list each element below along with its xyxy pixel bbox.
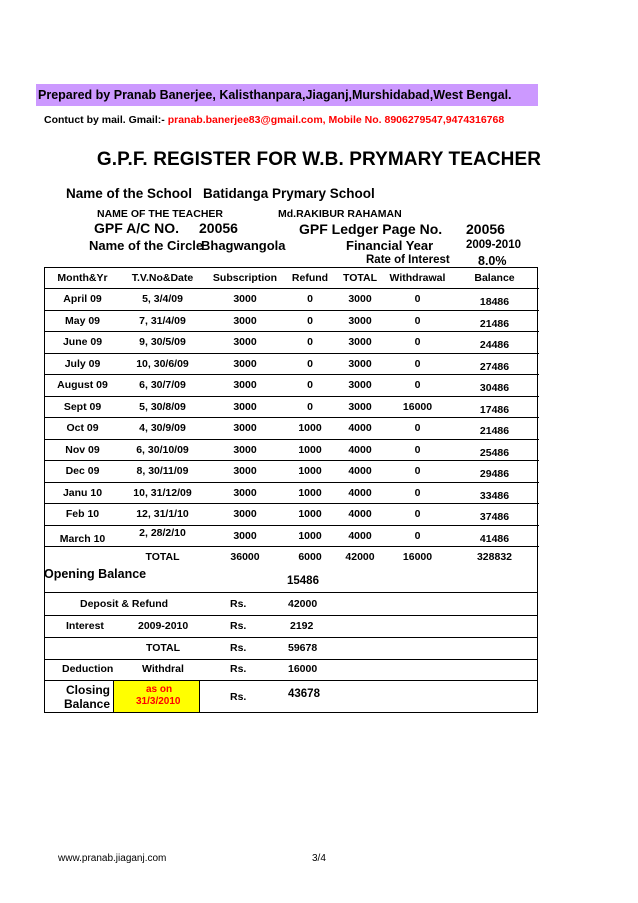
cell-withdrawal: 0 [414, 486, 421, 499]
cell-sub: 3000 [233, 293, 257, 306]
cell-month: Oct 09 [66, 422, 99, 435]
cell-withdrawal: 0 [414, 293, 421, 306]
cell-tv: 8, 30/11/09 [136, 465, 189, 478]
table-row [45, 354, 539, 376]
school-label: Name of the School [66, 186, 193, 201]
totals-balance: 328832 [476, 551, 513, 563]
contact-line [44, 114, 504, 126]
table-row [45, 311, 539, 333]
summary-total-label: TOTAL [146, 642, 181, 654]
cell-refund: 1000 [298, 486, 322, 499]
cell-total: 3000 [348, 357, 372, 370]
cell-total: 4000 [348, 529, 372, 542]
divider [44, 592, 538, 593]
cell-balance: 41486 [479, 532, 510, 545]
cell-balance: 25486 [479, 446, 510, 459]
table-row [45, 440, 539, 462]
column-header: Subscription [212, 272, 278, 284]
table-row [45, 483, 539, 505]
footer-website[interactable]: www.pranab.jiaganj.com [58, 853, 167, 864]
table-row [45, 504, 539, 526]
cell-total: 3000 [348, 400, 372, 413]
cell-tv: 10, 30/6/09 [136, 357, 189, 370]
summary-total-value: 59678 [288, 642, 318, 654]
cell-month: March 10 [59, 532, 106, 545]
rate-label: Rate of Interest [366, 254, 450, 266]
cell-withdrawal: 0 [414, 379, 421, 392]
cell-withdrawal: 0 [414, 529, 421, 542]
cell-tv: 9, 30/5/09 [139, 336, 186, 349]
column-header: Refund [291, 272, 329, 284]
cell-refund: 1000 [298, 508, 322, 521]
cell-total: 4000 [348, 465, 372, 478]
deposit-unit: Rs. [230, 598, 247, 610]
cell-balance: 17486 [479, 403, 510, 416]
school-value: Batidanga Prymary School [203, 186, 375, 201]
column-header: Month&Yr [57, 272, 108, 284]
cell-balance: 24486 [479, 339, 510, 352]
table-row [45, 397, 539, 419]
circle-label: Name of the Circle [89, 238, 204, 253]
prepared-by-banner: Prepared by Pranab Banerjee, Kalisthanpara,Jiaganj,Murshidabad,West Bengal. [36, 84, 538, 106]
cell-sub: 3000 [233, 336, 257, 349]
divider [44, 659, 538, 660]
cell-withdrawal: 0 [414, 357, 421, 370]
closing-label-1: Closing [66, 683, 110, 697]
cell-total: 4000 [348, 508, 372, 521]
cell-withdrawal: 0 [414, 443, 421, 456]
cell-balance: 33486 [479, 489, 510, 502]
cell-withdrawal: 16000 [402, 400, 433, 413]
cell-withdrawal: 0 [414, 314, 421, 327]
cell-tv: 7, 31/4/09 [139, 314, 186, 327]
cell-withdrawal: 0 [414, 465, 421, 478]
deposit-label: Deposit & Refund [80, 598, 169, 610]
cell-balance: 21486 [479, 425, 510, 438]
ledger-value: 20056 [466, 221, 505, 237]
closing-label-2: Balance [64, 697, 111, 711]
totals-refund: 6000 [298, 551, 322, 563]
cell-balance: 29486 [479, 468, 510, 481]
deduction-label: Deduction [62, 663, 114, 675]
opening-balance-value: 15486 [287, 575, 319, 587]
ledger-label: GPF Ledger Page No. [299, 221, 443, 237]
closing-unit: Rs. [230, 691, 247, 703]
deduction-sub: Withdral [142, 663, 184, 675]
financial-year-label: Financial Year [346, 238, 434, 253]
cell-sub: 3000 [233, 379, 257, 392]
cell-balance: 30486 [479, 382, 510, 395]
cell-tv: 4, 30/9/09 [139, 422, 186, 435]
cell-total: 3000 [348, 336, 372, 349]
summary-block [44, 567, 538, 713]
cell-month: Dec 09 [65, 465, 100, 478]
cell-sub: 3000 [233, 529, 257, 542]
totals-sub: 36000 [230, 551, 260, 563]
teacher-value: Md.RAKIBUR RAHAMAN [278, 208, 402, 220]
rate-value: 8.0% [478, 254, 507, 268]
cell-refund: 1000 [298, 465, 322, 478]
column-header: Withdrawal [389, 272, 446, 284]
cell-refund: 1000 [298, 443, 322, 456]
cell-tv: 12, 31/1/10 [136, 508, 189, 521]
cell-tv: 6, 30/7/09 [139, 379, 186, 392]
cell-month: Janu 10 [62, 486, 103, 499]
cell-sub: 3000 [233, 314, 257, 327]
cell-total: 4000 [348, 422, 372, 435]
closing-value: 43678 [288, 688, 320, 700]
interest-value: 2192 [290, 620, 314, 632]
table-row [45, 461, 539, 483]
cell-balance: 21486 [479, 317, 510, 330]
opening-balance-label: Opening Balance [44, 567, 147, 581]
cell-withdrawal: 0 [414, 336, 421, 349]
cell-refund: 1000 [298, 529, 322, 542]
cell-month: Sept 09 [63, 400, 102, 413]
cell-month: April 09 [63, 293, 102, 306]
closing-date: 31/3/2010 [136, 696, 181, 707]
closing-as-on: as on [146, 684, 173, 695]
cell-total: 3000 [348, 293, 372, 306]
cell-refund: 0 [307, 314, 313, 327]
table-row [45, 332, 539, 354]
cell-tv: 10, 31/12/09 [133, 486, 192, 499]
cell-refund: 1000 [298, 422, 322, 435]
gpf-ac-label: GPF A/C NO. [94, 220, 180, 236]
column-header: Balance [474, 272, 515, 284]
cell-balance: 27486 [479, 360, 510, 373]
teacher-label: NAME OF THE TEACHER [97, 208, 223, 220]
totals-withdrawal: 16000 [402, 551, 433, 563]
cell-sub: 3000 [233, 422, 257, 435]
cell-withdrawal: 0 [414, 422, 421, 435]
cell-month: Nov 09 [65, 443, 100, 456]
cell-sub: 3000 [233, 508, 257, 521]
interest-unit: Rs. [230, 620, 247, 632]
totals-row [45, 547, 539, 567]
register-table [44, 267, 538, 569]
cell-total: 4000 [348, 486, 372, 499]
divider [44, 637, 538, 638]
cell-withdrawal: 0 [414, 508, 421, 521]
financial-year-value: 2009-2010 [466, 239, 521, 251]
column-header: T.V.No&Date [131, 272, 194, 284]
cell-tv: 2, 28/2/10 [139, 526, 186, 539]
circle-value: Bhagwangola [201, 238, 286, 253]
cell-month: June 09 [62, 336, 103, 349]
cell-sub: 3000 [233, 400, 257, 413]
divider [44, 712, 538, 713]
column-header: TOTAL [342, 272, 378, 284]
contact-value[interactable]: pranab.banerjee83@gmail.com, Mobile No. 8906279547,9474316768 [167, 114, 505, 126]
cell-month: May 09 [64, 314, 101, 327]
table-header-row [45, 268, 539, 289]
divider [44, 567, 45, 713]
table-row [45, 289, 539, 311]
cell-balance: 37486 [479, 511, 510, 524]
cell-month: Feb 10 [65, 508, 100, 521]
table-row [45, 375, 539, 397]
gpf-ac-value: 20056 [199, 220, 238, 236]
deduction-unit: Rs. [230, 663, 247, 675]
cell-sub: 3000 [233, 486, 257, 499]
cell-refund: 0 [307, 357, 313, 370]
cell-tv: 6, 30/10/09 [136, 443, 189, 456]
cell-refund: 0 [307, 336, 313, 349]
cell-sub: 3000 [233, 443, 257, 456]
table-row [45, 418, 539, 440]
cell-refund: 0 [307, 379, 313, 392]
cell-month: August 09 [57, 379, 108, 392]
deduction-value: 16000 [288, 663, 318, 675]
divider [44, 615, 538, 616]
cell-total: 3000 [348, 314, 372, 327]
interest-label: Interest [66, 620, 104, 632]
cell-balance: 18486 [479, 296, 510, 309]
page-title: G.P.F. REGISTER FOR W.B. PRYMARY TEACHER [96, 149, 542, 170]
summary-total-unit: Rs. [230, 642, 247, 654]
divider [537, 567, 538, 713]
cell-refund: 0 [307, 293, 313, 306]
deposit-value: 42000 [288, 598, 318, 610]
cell-month: July 09 [64, 357, 101, 370]
cell-tv: 5, 3/4/09 [142, 293, 183, 306]
cell-tv: 5, 30/8/09 [139, 400, 186, 413]
cell-sub: 3000 [233, 465, 257, 478]
cell-refund: 0 [307, 400, 313, 413]
cell-total: 3000 [348, 379, 372, 392]
contact-label: Contuct by mail. Gmail:- [44, 114, 165, 126]
cell-total: 4000 [348, 443, 372, 456]
interest-year: 2009-2010 [138, 620, 189, 632]
totals-total: 42000 [345, 551, 375, 563]
footer-page-number: 3/4 [312, 853, 326, 864]
cell-sub: 3000 [233, 357, 257, 370]
totals-label: TOTAL [145, 551, 180, 563]
table-row [45, 526, 539, 548]
